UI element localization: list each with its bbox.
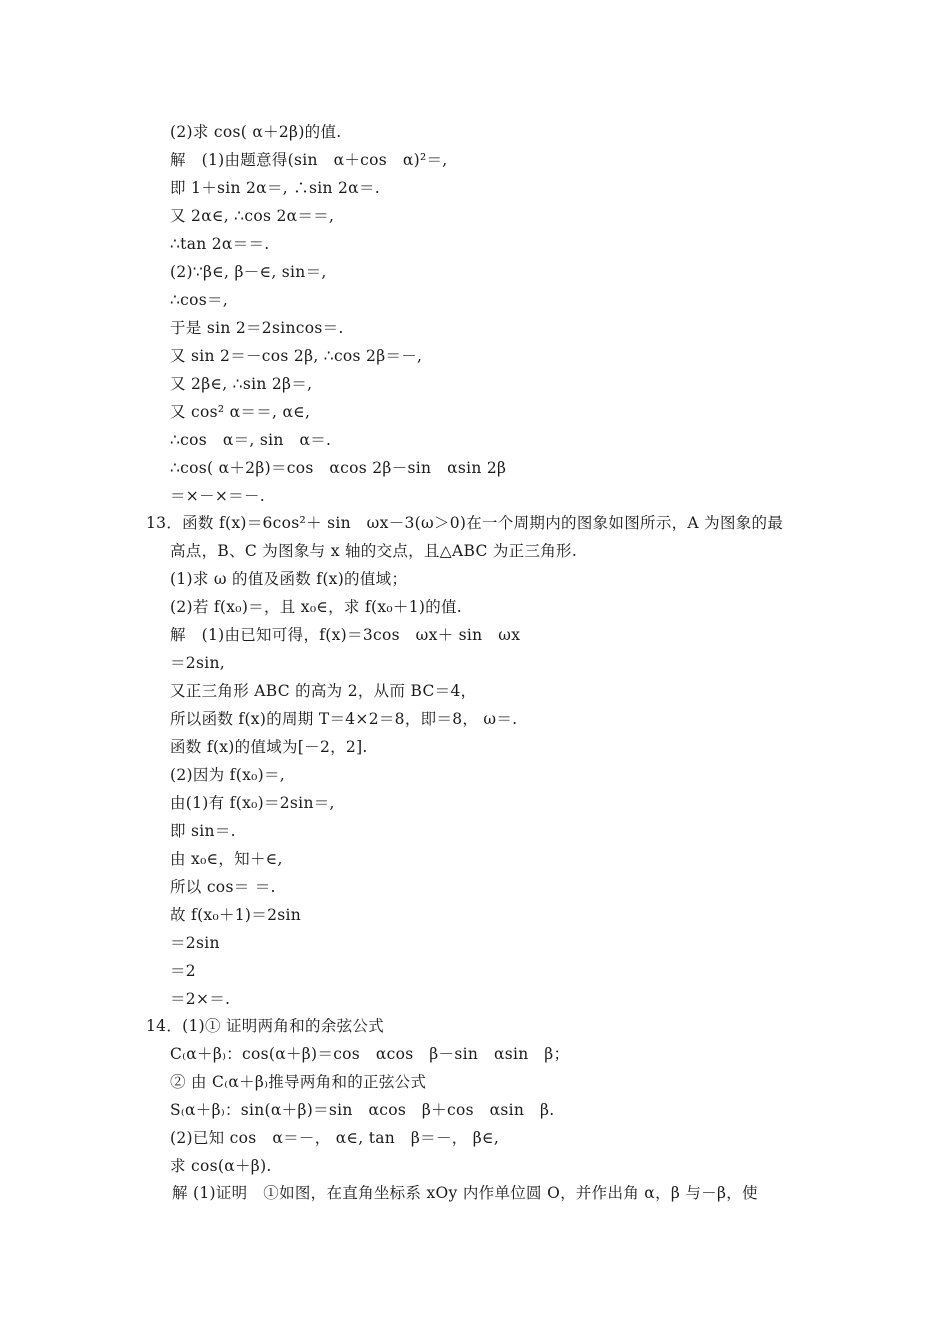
text-line: ＝2sin (170, 934, 220, 952)
text-line: 又 2α∈, ∴cos 2α＝＝, (170, 207, 335, 225)
text-line: (1)求 ω 的值及函数 f(x)的值域； (170, 570, 408, 588)
text-line: (2)∵β∈, β－∈, sin＝, (170, 263, 327, 281)
text-line: C₍α＋β₎：cos(α＋β)＝cos αcos β－sin αsin β； (170, 1045, 570, 1063)
text-line: ＝2 (170, 962, 196, 980)
text-line: ∴tan 2α＝＝. (170, 235, 270, 253)
text-line: 又 2β∈, ∴sin 2β＝, (170, 375, 313, 393)
text-line: 即 1＋sin 2α＝, ∴sin 2α＝. (170, 179, 380, 197)
text-line: 于是 sin 2＝2sincos＝. (170, 319, 344, 337)
text-line: ＝2×＝. (170, 990, 231, 1008)
text-line: ∴cos( α＋2β)＝cos αcos 2β－sin αsin 2β (170, 459, 507, 477)
problem-14-statement: 14．(1)① 证明两角和的余弦公式 (146, 1017, 385, 1035)
text-line: 由 x₀∈，知＋∈, (170, 850, 283, 868)
text-line: 高点，B、C 为图象与 x 轴的交点，且△ABC 为正三角形. (170, 542, 578, 560)
text-line: ∴cos＝, (170, 291, 229, 309)
text-line: 又正三角形 ABC 的高为 2，从而 BC＝4， (170, 682, 477, 700)
text-line: ＝2sin, (170, 654, 225, 672)
text-line: (2)已知 cos α＝－， α∈, tan β＝－， β∈, (170, 1129, 500, 1147)
text-line: 由(1)有 f(x₀)＝2sin＝, (170, 794, 335, 812)
text-line: (2)因为 f(x₀)＝, (170, 766, 285, 784)
text-line: ＝×－×＝－. (170, 487, 266, 505)
text-line: 解 (1)由题意得(sin α＋cos α)²＝, (170, 151, 448, 169)
text-line: 求 cos(α＋β). (170, 1157, 272, 1175)
text-line: S₍α＋β₎：sin(α＋β)＝sin αcos β＋cos αsin β. (170, 1101, 555, 1119)
text-line: ② 由 C₍α＋β₎推导两角和的正弦公式 (170, 1073, 427, 1091)
text-line: 又 cos² α＝＝, α∈, (170, 403, 311, 421)
text-line: 解 (1)由已知可得，f(x)＝3cos ωx＋ sin ωx (170, 626, 521, 644)
text-line: 所以 cos＝ ＝. (170, 878, 276, 896)
text-line: (2)求 cos( α＋2β)的值. (170, 123, 342, 141)
text-line: 即 sin＝. (170, 822, 236, 840)
problem-13-statement: 13．函数 f(x)＝6cos²＋ sin ωx－3(ω＞0)在一个周期内的图象如图所示，A 为图象的最 (146, 514, 784, 532)
text-line: 解 (1)证明 ①如图，在直角坐标系 xOy 内作单位圆 O，并作出角 α，β 与－β，使 (172, 1184, 758, 1202)
text-line: 函数 f(x)的值域为[－2，2]. (170, 738, 368, 756)
text-line: 所以函数 f(x)的周期 T＝4×2＝8，即＝8， ω＝. (170, 710, 518, 728)
text-line: ∴cos α＝, sin α＝. (170, 431, 332, 449)
text-line: (2)若 f(x₀)＝，且 x₀∈，求 f(x₀＋1)的值. (170, 598, 463, 616)
text-line: 又 sin 2＝－cos 2β, ∴cos 2β＝－, (170, 347, 423, 365)
text-line: 故 f(x₀＋1)＝2sin (170, 906, 302, 924)
